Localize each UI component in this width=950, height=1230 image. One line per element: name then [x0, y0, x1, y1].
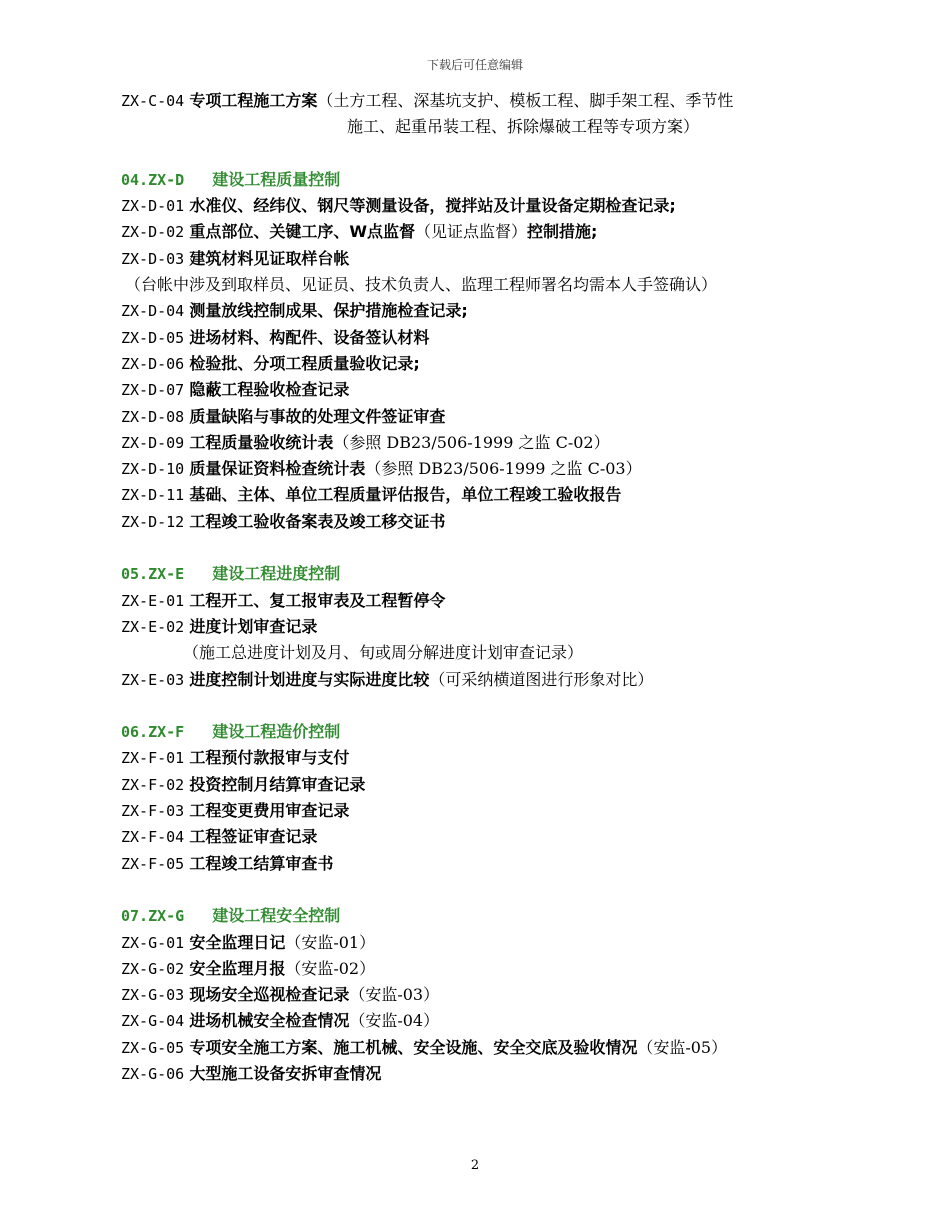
page-number: 2: [470, 1158, 480, 1173]
section-number: 06.: [121, 723, 149, 742]
item-note: （安监-03）: [349, 985, 440, 1005]
list-item: [121, 798, 831, 824]
section-number: 05.: [121, 565, 149, 584]
item-code: ZX-G-06: [121, 1064, 185, 1083]
item-code: ZX-D-09: [121, 433, 185, 452]
list-item: [121, 404, 831, 430]
section-code: ZX-E: [148, 565, 185, 584]
section-number: 04.: [121, 170, 149, 189]
item-code: ZX-F-02: [121, 775, 185, 794]
list-item: [121, 246, 831, 272]
item-code: ZX-D-04: [121, 302, 185, 321]
list-item: [121, 1061, 831, 1087]
section-code: ZX-D: [148, 170, 185, 189]
item-title: 进场材料、构配件、设备签认材料: [189, 327, 430, 347]
section-title: 建设工程造价控制: [212, 722, 341, 742]
list-item: [121, 745, 831, 771]
item-code: ZX-D-05: [121, 328, 185, 347]
item-title: 重点部位、关键工序、W点监督: [189, 222, 415, 242]
list-item: [121, 219, 831, 245]
item-code: ZX-D-02: [121, 223, 185, 242]
item-note: （安监-04）: [349, 1011, 440, 1031]
item-title: 隐蔽工程验收检查记录: [189, 380, 350, 400]
item-title: 质量保证资料检查统计表: [189, 459, 366, 479]
section-number: 07.: [121, 907, 149, 926]
item-code: ZX-E-02: [121, 617, 185, 636]
list-item: [121, 351, 831, 377]
item-title: 检验批、分项工程质量验收记录;: [189, 353, 420, 373]
item-code: ZX-G-03: [121, 986, 185, 1005]
list-item: [121, 298, 831, 324]
list-item: [121, 88, 831, 114]
item-note: （安监-01）: [285, 932, 376, 952]
item-code: ZX-G-02: [121, 959, 185, 978]
item-code: ZX-G-01: [121, 933, 185, 952]
item-code: ZX-D-07: [121, 381, 185, 400]
item-code: ZX-D-10: [121, 460, 185, 479]
item-note: （安监-02）: [285, 958, 376, 978]
item-code: ZX-D-01: [121, 197, 185, 216]
item-code: ZX-E-01: [121, 591, 185, 610]
item-code: ZX-G-05: [121, 1038, 185, 1057]
list-item: [121, 614, 831, 640]
item-title: 进度计划审查记录: [189, 616, 318, 636]
item-title: 工程签证审查记录: [189, 827, 318, 847]
item-title: 安全监理月报: [189, 958, 286, 978]
list-item: [121, 956, 831, 982]
item-title: 大型施工设备安拆审查情况: [189, 1063, 382, 1083]
list-item: [121, 667, 831, 693]
item-code: ZX-F-04: [121, 828, 185, 847]
list-item: [121, 1008, 831, 1034]
item-code: ZX-E-03: [121, 670, 185, 689]
item-title: 工程变更费用审查记录: [189, 801, 350, 821]
item-code: ZX-D-06: [121, 354, 185, 373]
item-code: ZX-D-03: [121, 249, 185, 268]
item-title: 专项安全施工方案、施工机械、安全设施、安全交底及验收情况: [189, 1037, 638, 1057]
item-title: 工程预付款报审与支付: [189, 748, 350, 768]
list-item: [121, 325, 831, 351]
item-title: 现场安全巡视检查记录: [189, 985, 350, 1005]
item-code: ZX-C-04: [121, 92, 185, 110]
list-item: [121, 509, 831, 535]
section-title: 建设工程进度控制: [212, 564, 341, 584]
item-title: 测量放线控制成果、保护措施检查记录;: [189, 301, 468, 321]
item-note-continuation: [121, 272, 831, 298]
item-note: （参照 DB23/506-1999 之监 C-02）: [333, 432, 610, 452]
item-code: ZX-D-12: [121, 512, 185, 531]
item-title: 进度控制计划进度与实际进度比较: [189, 669, 430, 689]
item-title: 建筑材料见证取样台帐: [189, 248, 350, 268]
item-title: 安全监理日记: [189, 932, 286, 952]
item-note: （台帐中涉及到取样员、见证员、技术负责人、监理工程师署名均需本人手签确认）: [125, 275, 718, 295]
item-note: （可采纳横道图进行形象对比）: [429, 669, 654, 689]
list-item: [121, 482, 831, 508]
section-heading-d: [121, 167, 831, 193]
list-item: [121, 930, 831, 956]
list-item: [121, 588, 831, 614]
list-item: [121, 193, 831, 219]
item-note: （安监-05）: [637, 1037, 728, 1057]
item-title-tail: 控制措施;: [526, 222, 598, 242]
document-body: [121, 88, 831, 1087]
item-title: 质量缺陷与事故的处理文件签证审查: [189, 406, 446, 426]
item-note: （施工总进度计划及月、旬或周分解进度计划审查记录）: [183, 643, 584, 663]
item-note: （见证点监督）: [414, 222, 527, 242]
list-item: [121, 772, 831, 798]
section-code: ZX-F: [148, 723, 185, 742]
item-code: ZX-D-11: [121, 486, 185, 505]
item-title: 工程竣工验收备案表及竣工移交证书: [189, 511, 446, 531]
section-heading-f: [121, 719, 831, 745]
item-title: 工程开工、复工报审表及工程暂停令: [189, 590, 446, 610]
section-title: 建设工程质量控制: [212, 169, 341, 189]
section-heading-e: [121, 561, 831, 587]
section-code: ZX-G: [148, 907, 185, 926]
item-code: ZX-F-05: [121, 854, 185, 873]
list-item: [121, 430, 831, 456]
list-item: [121, 851, 831, 877]
section-title: 建设工程安全控制: [212, 906, 341, 926]
list-item: [121, 824, 831, 850]
page-header: 下载后可任意编辑: [426, 58, 523, 72]
item-title: 投资控制月结算审查记录: [189, 774, 366, 794]
section-heading-g: [121, 903, 831, 929]
item-title: 进场机械安全检查情况: [189, 1011, 350, 1031]
item-title: 工程质量验收统计表: [189, 432, 334, 452]
item-title: 基础、主体、单位工程质量评估报告，单位工程竣工验收报告: [189, 485, 622, 505]
list-item: [121, 377, 831, 403]
list-item: [121, 456, 831, 482]
item-code: ZX-F-03: [121, 802, 185, 821]
list-item: [121, 1035, 831, 1061]
item-note-continuation: [121, 114, 831, 140]
item-note: （参照 DB23/506-1999 之监 C-03）: [365, 459, 642, 479]
item-code: ZX-F-01: [121, 749, 185, 768]
item-code: ZX-G-04: [121, 1012, 185, 1031]
item-code: ZX-D-08: [121, 407, 185, 426]
item-note-continuation: [121, 640, 831, 666]
item-title: 专项工程施工方案: [189, 91, 318, 110]
item-note: （土方工程、深基坑支护、模板工程、脚手架工程、季节性: [317, 91, 734, 110]
item-title: 工程竣工结算审查书: [189, 853, 334, 873]
item-note: 施工、起重吊装工程、拆除爆破工程等专项方案）: [347, 117, 700, 137]
item-title: 水准仪、经纬仪、钢尺等测量设备，搅拌站及计量设备定期检查记录;: [189, 196, 676, 216]
list-item: [121, 982, 831, 1008]
